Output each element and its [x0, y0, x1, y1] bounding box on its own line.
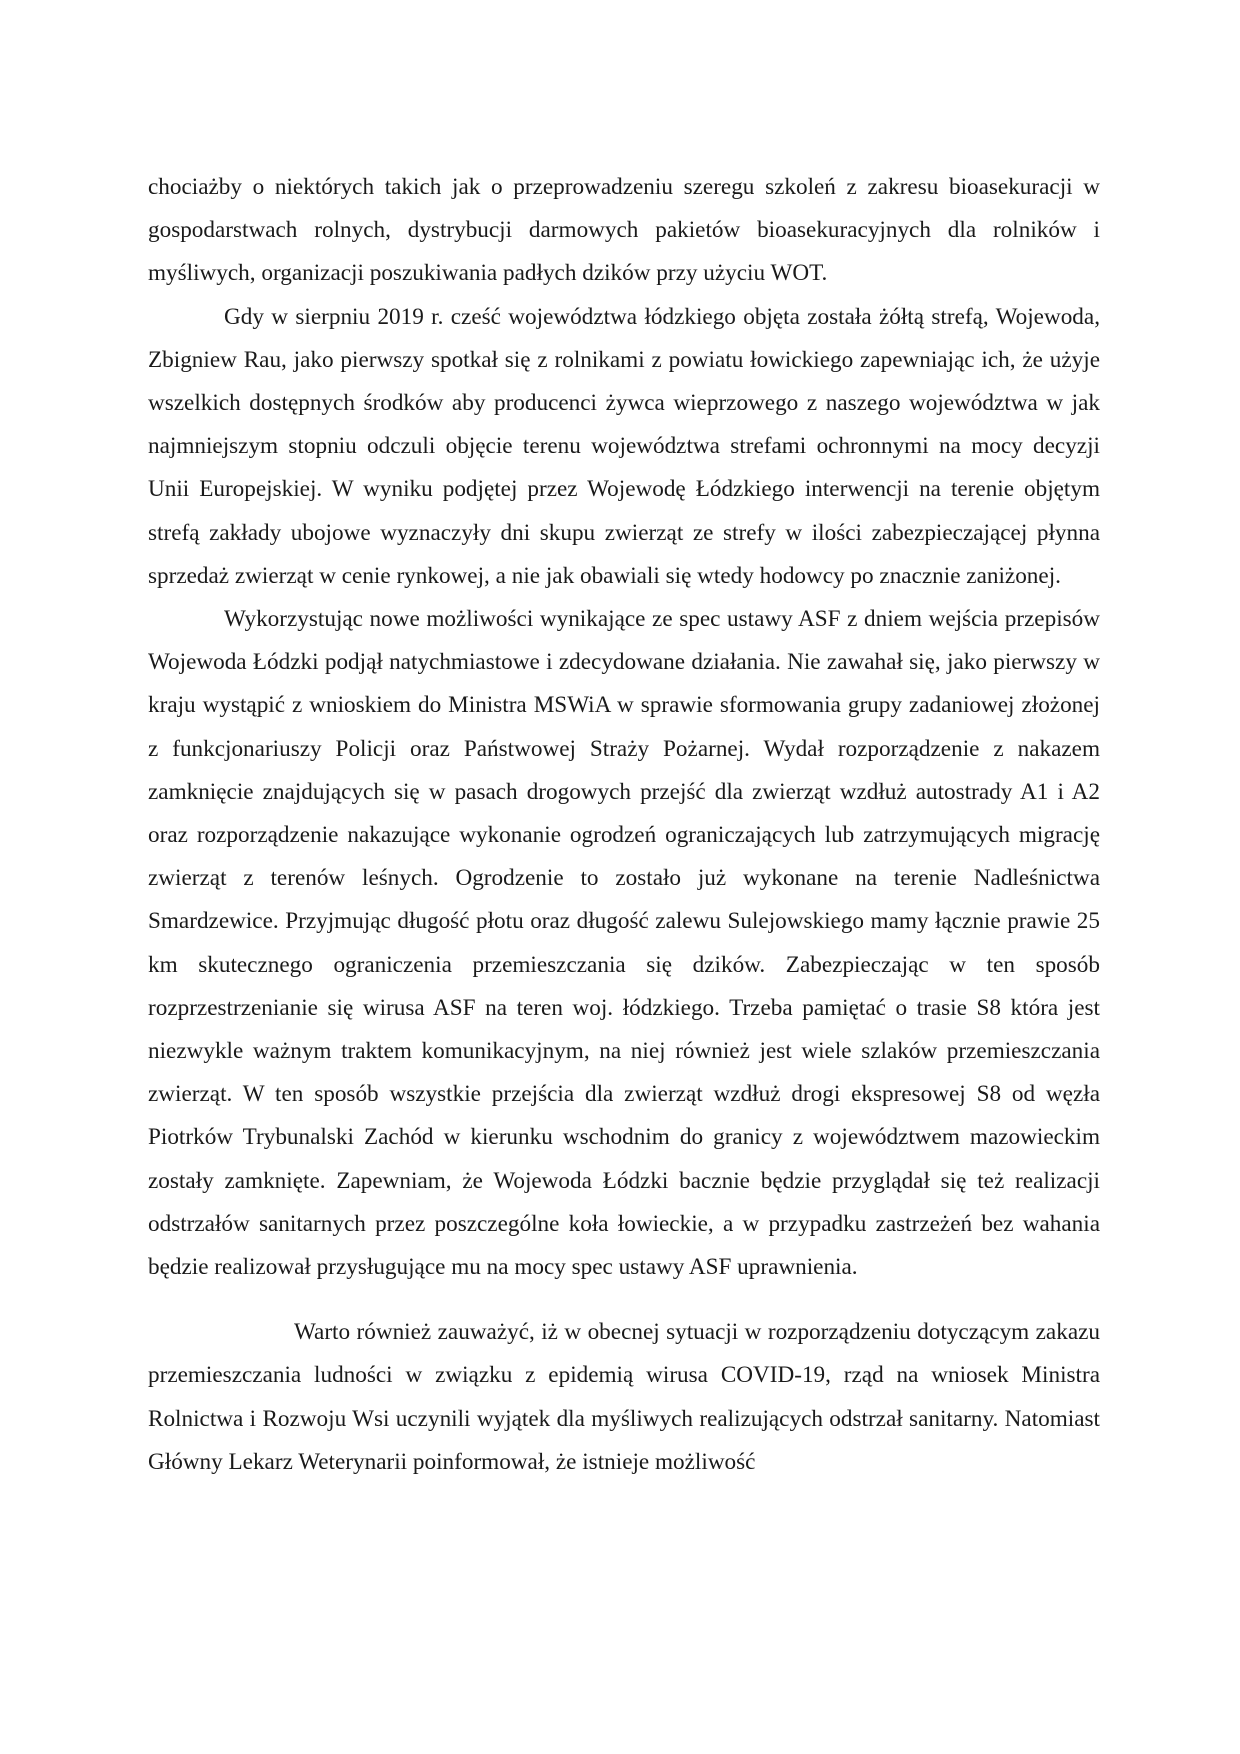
paragraph-3: Wykorzystując nowe możliwości wynikające ze spec ustawy ASF z dniem wejścia przepisów Wojewoda Łódzki podjął natychmiastowe i zdecydowane działania. Nie zawahał się, jako pierwszy w kraju wystąpić z wnioskiem do Ministra MSWiA w sprawie sformowania grupy zadaniowej złożonej z funkcjonariuszy Policji oraz Państwowej Straży Pożarnej. Wydał rozporządzenie z nakazem zamknięcie znajdujących się w pasach drogowych przejść dla zwierząt wzdłuż autostrady A1 i A2 oraz rozporządzenie nakazujące wykonanie ogrodzeń ograniczających lub zatrzymujących migrację zwierząt z terenów leśnych. Ogrodzenie to zostało już wykonane na terenie Nadleśnictwa Smardzewice. Przyjmując długość płotu oraz długość zalewu Sulejowskiego mamy łącznie prawie 25 km skutecznego ograniczenia przemieszczania się dzików. Zabezpieczając w ten sposób rozprzestrzenianie się wirusa ASF na teren woj. łódzkiego. Trzeba pamiętać o trasie S8 która jest niezwykle ważnym traktem komunikacyjnym, na niej również jest wiele szlaków przemieszczania zwierząt. W ten sposób wszystkie przejścia dla zwierząt wzdłuż drogi ekspresowej S8 od węzła Piotrków Trybunalski Zachód w kierunku wschodnim do granicy z województwem mazowieckim zostały zamknięte. Zapewniam, że Wojewoda Łódzki bacznie będzie przyglądał się też realizacji odstrzałów sanitarnych przez poszczególne koła łowieckie, a w przypadku zastrzeżeń bez wahania będzie realizował przysługujące mu na mocy spec ustawy ASF uprawnienia.: [148, 606, 1100, 1281]
paragraph-2: Gdy w sierpniu 2019 r. cześć województwa łódzkiego objęta została żółtą strefą, Wojewoda, Zbigniew Rau, jako pierwszy spotkał się z rolnikami z powiatu łowickiego zapewniając ich, że użyje wszelkich dostępnych środków aby producenci żywca wieprzowego z naszego województwa w jak najmniejszym stopniu odczuli objęcie terenu województwa strefami ochronnymi na mocy decyzji Unii Europejskiej. W wyniku podjętej przez Wojewodę Łódzkiego interwencji na terenie objętym strefą zakłady ubojowe wyznaczyły dni skupu zwierząt ze strefy w ilości zabezpieczającej płynna sprzedaż zwierząt w cenie rynkowej, a nie jak obawiali się wtedy hodowcy po znacznie zaniżonej.: [148, 303, 1100, 589]
document-body: [148, 166, 1100, 1484]
paragraph-1: chociażby o niektórych takich jak o przeprowadzeniu szeregu szkoleń z zakresu bioasekuracji w gospodarstwach rolnych, dystrybucji darmowych pakietów bioasekuracyjnych dla rolników i myśliwych, organizacji poszukiwania padłych dzików przy użyciu WOT.: [148, 174, 1100, 287]
paragraph-4: Warto również zauważyć, iż w obecnej sytuacji w rozporządzeniu dotyczącym zakazu przemieszczania ludności w związku z epidemią wirusa COVID-19, rząd na wniosek Ministra Rolnictwa i Rozwoju Wsi uczynili wyjątek dla myśliwych realizujących odstrzał sanitarny. Natomiast Główny Lekarz Weterynarii poinformował, że istnieje możliwość: [148, 1319, 1100, 1475]
